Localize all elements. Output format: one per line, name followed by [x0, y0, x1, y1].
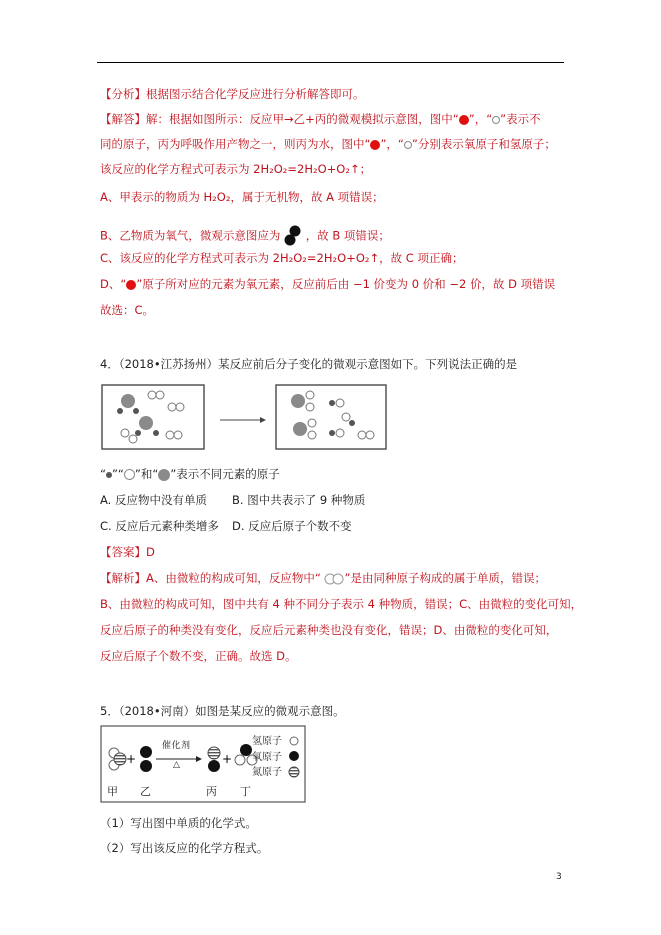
label-jia: 甲	[107, 785, 118, 798]
q5-stem: 5．（2018•河南）如图是某反应的微观示意图。	[100, 704, 345, 718]
analysis-tag: 【分析】	[100, 87, 146, 101]
q4-option-c: C. 反应后元素种类增多	[100, 519, 219, 533]
oxygen-molecule-icon	[284, 225, 302, 247]
label-yi: 乙	[140, 785, 151, 798]
q5-sub-2: （2）写出该反应的化学方程式。	[100, 841, 269, 855]
label-bing: 丙	[206, 785, 217, 798]
red-atom-icon	[126, 280, 136, 290]
q4-option-b: B. 图中共表示了 9 种物质	[232, 493, 366, 507]
q5-sub-1: （1）写出图中单质的化学式。	[100, 816, 257, 830]
q4-legend: “ ”“ ”和“ ”表示不同元素的原子	[100, 467, 280, 481]
small-atom-icon	[404, 141, 412, 149]
q4-explanation-3: 反应后原子的种类没有变化，反应后元素种类也没有变化，错误；D、由微粒的变化可知，	[100, 623, 558, 637]
red-atom-icon	[459, 115, 469, 125]
q4-answer: 【答案】D	[100, 545, 155, 559]
q4-option-d: D. 反应后原子个数不变	[232, 519, 352, 533]
q4-option-a: A. 反应物中没有单质	[100, 493, 207, 507]
solution-line-2: 同的原子，丙为呼吸作用产物之一，则丙为水，图中“ ”，“ ”分别表示氧原子和氢原子；	[100, 137, 556, 151]
legend-nitrogen: 氮原子	[252, 767, 282, 778]
page-number: 3	[556, 872, 562, 882]
legend-hydrogen: 氢原子	[252, 736, 282, 747]
red-atom-icon	[370, 140, 380, 150]
large-gray-atom-icon	[158, 469, 170, 481]
solution-final: 故选：C。	[100, 303, 155, 317]
hollow-molecule-icon	[324, 573, 344, 585]
solution-option-c: C、该反应的化学方程式可表示为 2H₂O₂=2H₂O+O₂↑，故 C 项正确；	[100, 251, 464, 265]
solution-line-1: 【解答】解：根据如图所示：反应甲→乙+丙的微观模拟示意图，图中“ ”，“ ”表示不	[100, 112, 541, 126]
q5-diagram	[100, 725, 306, 803]
solution-option-b: B、乙物质为氧气，微观示意图应为 ，故 B 项错误；	[100, 225, 390, 247]
header-rule	[97, 62, 564, 63]
heat-symbol: △	[173, 760, 180, 770]
solution-line-3: 该反应的化学方程式可表示为 2H₂O₂=2H₂O+O₂↑；	[100, 162, 372, 176]
analysis-line	[100, 86, 365, 102]
catalyst-label: 催化剂	[162, 741, 191, 751]
svg-text:+: +	[222, 752, 233, 766]
q4-diagram	[100, 383, 390, 453]
q4-explanation-1: 【解析】A、由微粒的构成可知，反应物中“ ”是由同种原子构成的属于单质，错误；	[100, 571, 546, 585]
q5-legend	[252, 734, 282, 781]
solution-tag: 【解答】	[100, 112, 146, 126]
legend-oxygen: 氧原子	[252, 751, 282, 763]
small-atom-icon	[492, 116, 500, 124]
analysis-text: 根据图示结合化学反应进行分析解答即可。	[146, 87, 365, 101]
solution-option-d: D、“ ”原子所对应的元素为氧元素，反应前后由 −1 价变为 0 价和 −2 价，故 D 项错误	[100, 277, 556, 291]
label-ding: 丁	[240, 785, 251, 798]
q4-stem: 4．（2018•江苏扬州）某反应前后分子变化的微观示意图如下。下列说法正确的是	[100, 357, 518, 371]
q4-explanation-4: 反应后原子个数不变，正确。故选 D。	[100, 649, 297, 663]
q4-explanation-2: B、由微粒的构成可知，图中共有 4 种不同分子表示 4 种物质，错误；C、由微粒的变化可知，	[100, 597, 583, 611]
hollow-atom-icon	[124, 469, 135, 480]
solution-option-a: A、甲表示的物质为 H₂O₂，属于无机物，故 A 项错误；	[100, 190, 384, 204]
svg-text:+: +	[126, 752, 137, 766]
